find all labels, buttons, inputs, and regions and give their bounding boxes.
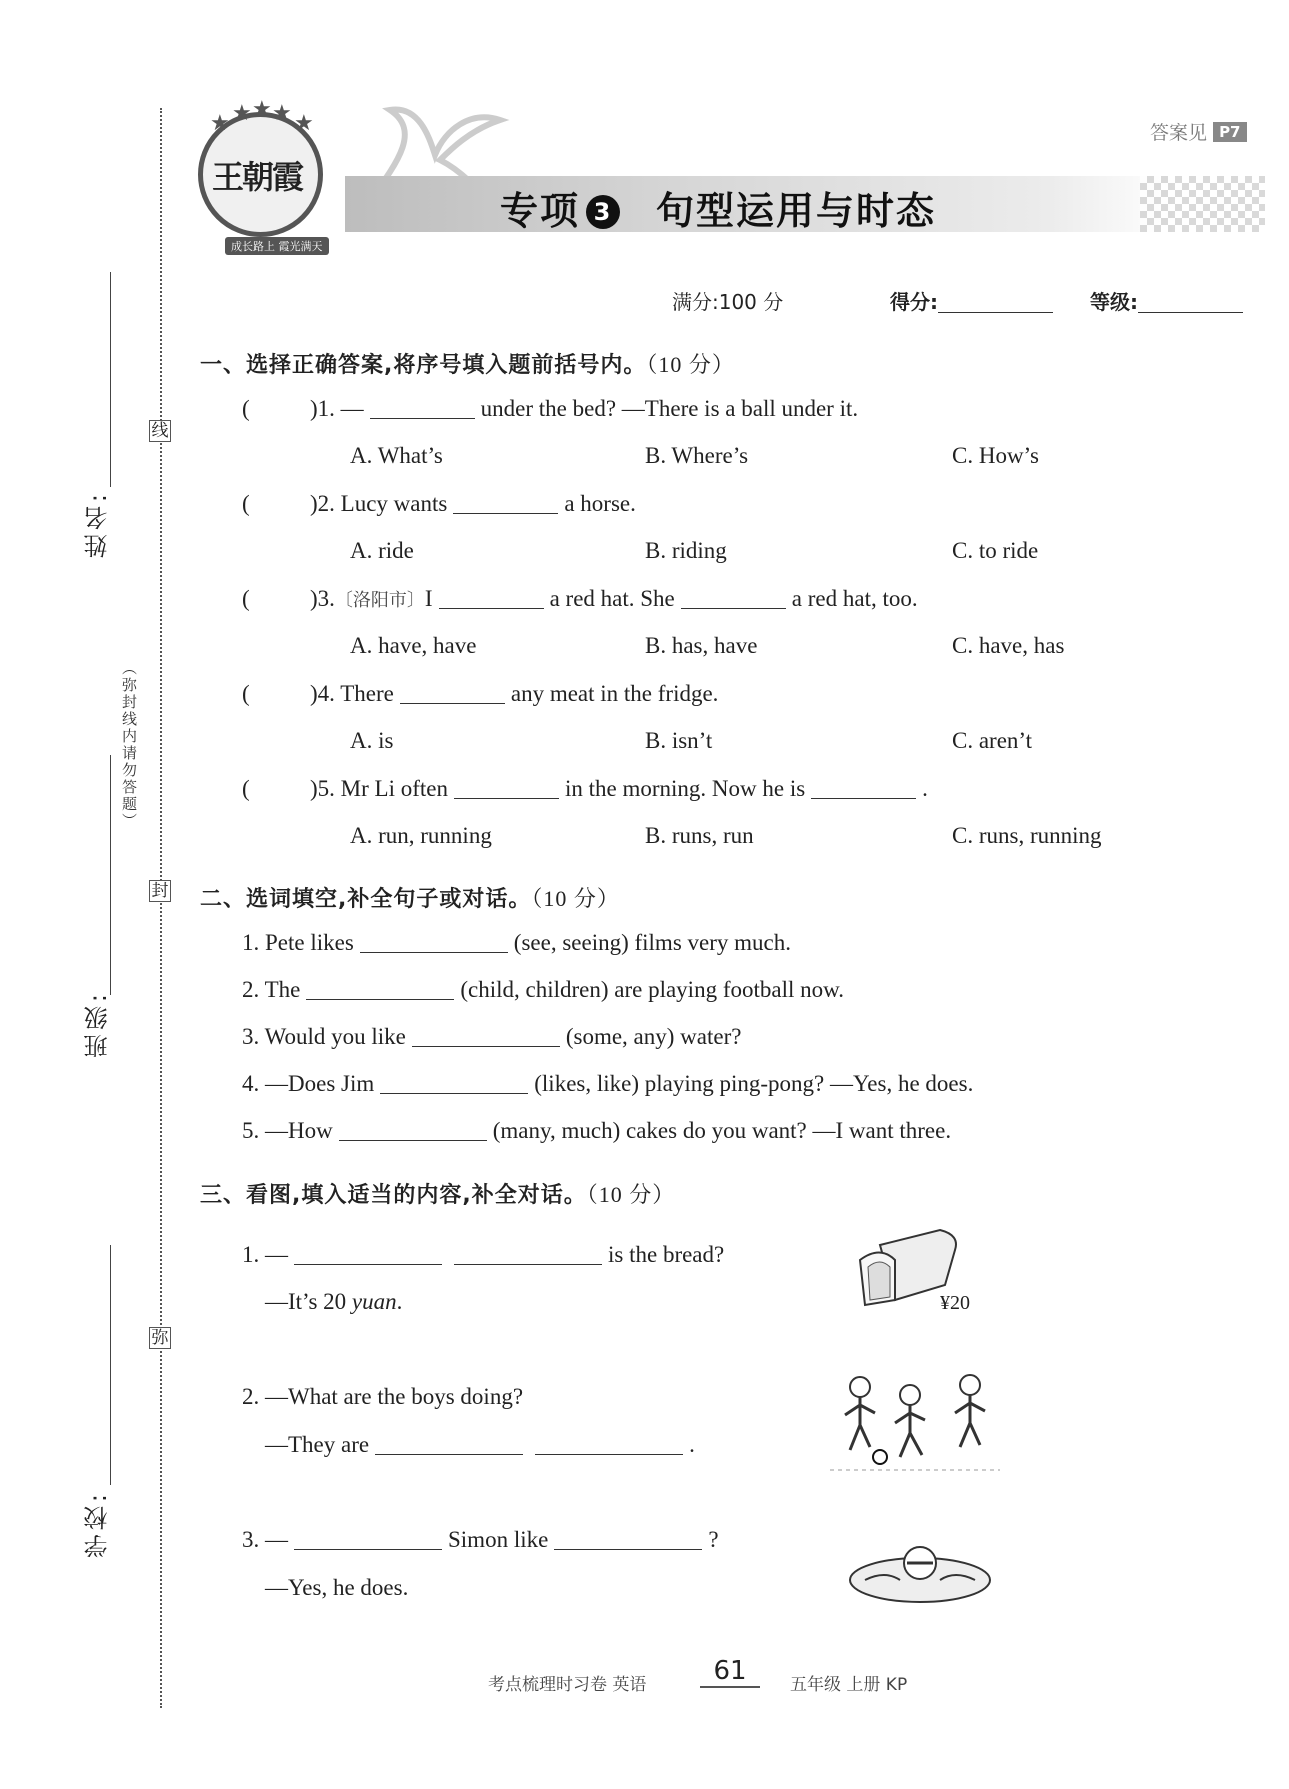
answer-paren[interactable]: ( bbox=[242, 491, 250, 516]
item-prefix: 5. —How bbox=[242, 1118, 333, 1143]
svg-text:★: ★ bbox=[252, 98, 272, 121]
blank[interactable] bbox=[535, 1432, 683, 1455]
logo-stars-icon bbox=[200, 98, 325, 138]
svg-text:★: ★ bbox=[294, 110, 314, 135]
s1-question-4 bbox=[310, 681, 718, 707]
class-label: 班级: bbox=[84, 990, 112, 1059]
s2-item-3 bbox=[242, 1024, 741, 1050]
q-end: ? bbox=[708, 1527, 719, 1552]
section3-title: 三、看图,填入适当的内容,补全对话。 bbox=[200, 1183, 587, 1208]
swimmer-icon bbox=[845, 1525, 995, 1610]
margin-box-seal: 封 bbox=[149, 880, 171, 902]
blank[interactable] bbox=[811, 776, 916, 799]
svg-text:★: ★ bbox=[210, 110, 230, 135]
s1-question-3 bbox=[310, 586, 918, 612]
q-text: in the morning. Now he is bbox=[564, 776, 806, 801]
option-c: C. How’s bbox=[952, 443, 1039, 468]
blank[interactable] bbox=[453, 491, 558, 514]
item-prefix: 1. Pete likes bbox=[242, 930, 354, 955]
answer-paren[interactable]: ( bbox=[242, 681, 250, 706]
answer-paren[interactable]: ( bbox=[242, 396, 250, 421]
q-text: . bbox=[922, 776, 928, 801]
logo-slogan: 成长路上 霞光满天 bbox=[225, 237, 329, 255]
grade-label: 等级: bbox=[1090, 290, 1138, 314]
s1-question-2 bbox=[310, 491, 636, 517]
school-line bbox=[110, 1245, 111, 1485]
answer-end: . bbox=[689, 1432, 695, 1457]
section2-title: 二、选词填空,补全句子或对话。 bbox=[200, 887, 532, 912]
q-prefix: )4. There bbox=[310, 681, 394, 706]
title-number-badge: 3 bbox=[586, 195, 620, 229]
s2-item-2 bbox=[242, 977, 844, 1003]
bread-price: ¥20 bbox=[940, 1292, 970, 1314]
item-text: (child, children) are playing football now. bbox=[460, 977, 844, 1002]
name-label: 姓名: bbox=[84, 490, 112, 559]
blank[interactable] bbox=[375, 1432, 523, 1455]
s2-item-1 bbox=[242, 930, 791, 956]
s3-q2-answer bbox=[265, 1432, 695, 1458]
blank[interactable] bbox=[339, 1118, 487, 1141]
footer-left: 考点梳理时习卷 英语 bbox=[488, 1675, 647, 1695]
answer-reference bbox=[1150, 118, 1247, 145]
option-c: C. aren’t bbox=[952, 728, 1033, 753]
seal-note: （弥封线内请勿答题） bbox=[120, 660, 138, 830]
name-line bbox=[110, 272, 111, 487]
option-a: A. What’s bbox=[350, 443, 443, 468]
q-prefix: )1. — bbox=[310, 396, 364, 421]
s3-q3 bbox=[242, 1527, 719, 1553]
score-blank[interactable] bbox=[938, 312, 1053, 313]
blank[interactable] bbox=[400, 681, 505, 704]
q-prefix: )3. bbox=[310, 586, 335, 611]
item-prefix: 2. The bbox=[242, 977, 301, 1002]
page-title bbox=[500, 180, 936, 235]
answer-unit: yuan bbox=[351, 1289, 397, 1314]
item-text: (some, any) water? bbox=[565, 1024, 742, 1049]
answer-text: —It’s 20 bbox=[265, 1289, 352, 1314]
item-text: (see, seeing) films very much. bbox=[513, 930, 791, 955]
section2-heading bbox=[200, 882, 620, 913]
footer-right: 五年级 上册 KP bbox=[790, 1675, 908, 1695]
title-main: 句型运用与时态 bbox=[656, 189, 937, 233]
option-c: C. runs, running bbox=[952, 823, 1102, 848]
item-text: (likes, like) playing ping-pong? —Yes, he does. bbox=[534, 1071, 974, 1096]
s3-q2: 2. —What are the boys doing? bbox=[242, 1384, 524, 1409]
grade-blank[interactable] bbox=[1138, 312, 1243, 313]
answer-page-badge: P7 bbox=[1213, 122, 1246, 142]
svg-text:★: ★ bbox=[272, 100, 292, 125]
blank[interactable] bbox=[412, 1024, 560, 1047]
blank[interactable] bbox=[370, 396, 475, 419]
option-b: B. has, have bbox=[645, 633, 758, 658]
q-text: Simon like bbox=[448, 1527, 549, 1552]
blank[interactable] bbox=[439, 586, 544, 609]
option-c: C. have, has bbox=[952, 633, 1065, 658]
blank[interactable] bbox=[294, 1527, 442, 1550]
item-prefix: 4. —Does Jim bbox=[242, 1071, 375, 1096]
score-label: 得分: bbox=[890, 290, 938, 314]
q-text: a red hat. She bbox=[549, 586, 675, 611]
option-b: B. riding bbox=[645, 538, 727, 563]
option-c: C. to ride bbox=[952, 538, 1039, 563]
answer-paren[interactable]: ( bbox=[242, 586, 250, 611]
option-a: A. ride bbox=[350, 538, 414, 563]
q-text: any meat in the fridge. bbox=[510, 681, 719, 706]
item-text: (many, much) cakes do you want? —I want three. bbox=[492, 1118, 952, 1143]
svg-text:★: ★ bbox=[232, 100, 252, 125]
score-field bbox=[890, 286, 1053, 315]
blank[interactable] bbox=[306, 977, 454, 1000]
q-prefix: 1. — bbox=[242, 1242, 288, 1267]
section3-points: （10 分） bbox=[586, 1182, 676, 1207]
section2-points: （10 分） bbox=[531, 886, 620, 911]
option-a: A. have, have bbox=[350, 633, 477, 658]
blank[interactable] bbox=[681, 586, 786, 609]
q-prefix: )5. Mr Li often bbox=[310, 776, 448, 801]
section1-points: （10 分） bbox=[646, 352, 735, 377]
football-boys-icon bbox=[830, 1365, 1000, 1475]
answer-ref-text: 答案见 bbox=[1150, 122, 1208, 144]
s2-item-5 bbox=[242, 1118, 951, 1144]
section3-heading bbox=[200, 1178, 675, 1209]
s3-q1-answer bbox=[265, 1289, 402, 1315]
option-a: A. is bbox=[350, 728, 394, 753]
s1-question-1 bbox=[310, 396, 858, 422]
binding-dotted-line bbox=[160, 108, 162, 1708]
s1-question-5 bbox=[310, 776, 928, 802]
answer-text: —They are bbox=[265, 1432, 370, 1457]
s3-q1 bbox=[242, 1242, 724, 1268]
page-number: 61 bbox=[700, 1656, 760, 1688]
item-prefix: 3. Would you like bbox=[242, 1024, 406, 1049]
q-text: a red hat, too. bbox=[791, 586, 918, 611]
grade-field bbox=[1090, 286, 1243, 315]
title-prefix: 专项 bbox=[500, 189, 581, 233]
option-a: A. run, running bbox=[350, 823, 492, 848]
section1-heading bbox=[200, 348, 735, 379]
s3-q3-answer: —Yes, he does. bbox=[265, 1575, 409, 1600]
q-text: under the bed? —There is a ball under it. bbox=[480, 396, 859, 421]
s2-item-4 bbox=[242, 1071, 973, 1097]
city-tag: 〔洛阳市〕 bbox=[334, 590, 425, 611]
blank[interactable] bbox=[454, 776, 559, 799]
answer-paren[interactable]: ( bbox=[242, 776, 250, 801]
blank[interactable] bbox=[454, 1242, 602, 1265]
option-b: B. Where’s bbox=[645, 443, 749, 468]
logo-name: 王朝霞 bbox=[212, 158, 303, 196]
full-score: 满分:100 分 bbox=[672, 290, 784, 314]
blank[interactable] bbox=[554, 1527, 702, 1550]
q-prefix: 3. — bbox=[242, 1527, 288, 1552]
blank[interactable] bbox=[380, 1071, 528, 1094]
q-text: a horse. bbox=[564, 491, 636, 516]
school-label: 学校: bbox=[84, 1490, 112, 1559]
margin-box-line: 线 bbox=[149, 420, 171, 442]
q-prefix: )2. Lucy wants bbox=[310, 491, 448, 516]
margin-box-mi: 弥 bbox=[149, 1327, 171, 1349]
blank[interactable] bbox=[360, 930, 508, 953]
answer-end: . bbox=[396, 1289, 403, 1314]
q-text: I bbox=[424, 586, 433, 611]
q-text: is the bread? bbox=[608, 1242, 725, 1267]
class-line bbox=[110, 755, 111, 995]
section1-title: 一、选择正确答案,将序号填入题前括号内。 bbox=[200, 353, 647, 378]
banner-checker-pattern bbox=[1140, 176, 1265, 232]
option-b: B. isn’t bbox=[645, 728, 713, 753]
blank[interactable] bbox=[294, 1242, 442, 1265]
option-b: B. runs, run bbox=[645, 823, 754, 848]
